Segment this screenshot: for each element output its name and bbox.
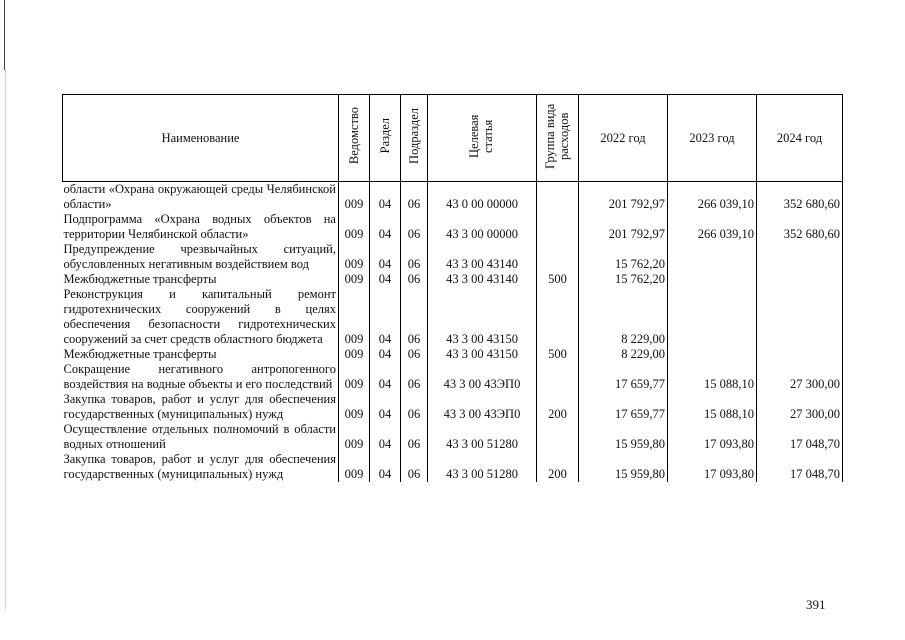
cell-group bbox=[537, 242, 579, 272]
cell-group: 500 bbox=[537, 347, 579, 362]
table-row bbox=[63, 182, 843, 213]
scan-margin-dots bbox=[5, 70, 6, 610]
cell-podrazdel: 06 bbox=[401, 452, 428, 482]
header-2023: 2023 год bbox=[668, 95, 757, 182]
row-name: Межбюджетные трансферты bbox=[63, 272, 217, 286]
cell-2023 bbox=[668, 242, 757, 272]
cell-2024 bbox=[757, 242, 843, 272]
cell-2024: 17 048,70 bbox=[757, 452, 843, 482]
cell-target: 43 3 00 43150 bbox=[428, 287, 537, 347]
cell-group bbox=[537, 422, 579, 452]
cell-razdel: 04 bbox=[370, 287, 401, 347]
cell-2024 bbox=[757, 347, 843, 362]
header-name: Наименование bbox=[63, 95, 339, 182]
cell-2024 bbox=[757, 287, 843, 347]
cell-vedomstvo: 009 bbox=[339, 182, 370, 213]
cell-target: 43 3 00 43140 bbox=[428, 272, 537, 287]
cell-2023 bbox=[668, 287, 757, 347]
row-name: Подпрограмма «Охрана водных объектов на территории Челябинской области» bbox=[63, 212, 336, 241]
table-row bbox=[63, 212, 843, 242]
cell-2022: 17 659,77 bbox=[579, 362, 668, 392]
cell-target: 43 0 00 00000 bbox=[428, 182, 537, 213]
cell-vedomstvo: 009 bbox=[339, 452, 370, 482]
cell-2023: 15 088,10 bbox=[668, 362, 757, 392]
cell-razdel: 04 bbox=[370, 362, 401, 392]
cell-2023: 266 039,10 bbox=[668, 182, 757, 213]
cell-2023: 15 088,10 bbox=[668, 392, 757, 422]
table-header-row bbox=[63, 95, 843, 182]
header-vedomstvo: Ведомство bbox=[339, 95, 370, 182]
cell-2022: 17 659,77 bbox=[579, 392, 668, 422]
cell-group bbox=[537, 362, 579, 392]
cell-group bbox=[537, 287, 579, 347]
cell-vedomstvo: 009 bbox=[339, 347, 370, 362]
cell-razdel: 04 bbox=[370, 347, 401, 362]
cell-2023 bbox=[668, 347, 757, 362]
cell-2024: 27 300,00 bbox=[757, 392, 843, 422]
table-row bbox=[63, 347, 843, 362]
cell-razdel: 04 bbox=[370, 182, 401, 213]
row-name: Закупка товаров, работ и услуг для обеспечения государственных (муниципальных) нужд bbox=[63, 452, 336, 481]
cell-razdel: 04 bbox=[370, 422, 401, 452]
header-target: Целевая статья bbox=[428, 95, 537, 182]
cell-podrazdel: 06 bbox=[401, 347, 428, 362]
cell-podrazdel: 06 bbox=[401, 422, 428, 452]
cell-2024: 352 680,60 bbox=[757, 182, 843, 213]
cell-target: 43 3 00 43ЭП0 bbox=[428, 362, 537, 392]
header-razdel: Раздел bbox=[370, 95, 401, 182]
cell-2024 bbox=[757, 272, 843, 287]
cell-vedomstvo: 009 bbox=[339, 362, 370, 392]
cell-podrazdel: 06 bbox=[401, 182, 428, 213]
cell-2022: 15 762,20 bbox=[579, 242, 668, 272]
cell-2024: 352 680,60 bbox=[757, 212, 843, 242]
cell-group bbox=[537, 212, 579, 242]
page-number: 391 bbox=[806, 597, 826, 612]
table-row bbox=[63, 287, 843, 347]
cell-2022: 8 229,00 bbox=[579, 347, 668, 362]
cell-razdel: 04 bbox=[370, 212, 401, 242]
cell-target: 43 3 00 51280 bbox=[428, 452, 537, 482]
cell-2024: 27 300,00 bbox=[757, 362, 843, 392]
budget-table bbox=[62, 94, 843, 482]
header-podrazdel: Подраздел bbox=[401, 95, 428, 182]
cell-2022: 15 959,80 bbox=[579, 422, 668, 452]
cell-2023 bbox=[668, 272, 757, 287]
cell-podrazdel: 06 bbox=[401, 362, 428, 392]
cell-2023: 266 039,10 bbox=[668, 212, 757, 242]
cell-group: 200 bbox=[537, 452, 579, 482]
cell-2023: 17 093,80 bbox=[668, 422, 757, 452]
cell-2022: 15 959,80 bbox=[579, 452, 668, 482]
table-row bbox=[63, 242, 843, 272]
cell-razdel: 04 bbox=[370, 242, 401, 272]
cell-2024: 17 048,70 bbox=[757, 422, 843, 452]
cell-vedomstvo: 009 bbox=[339, 392, 370, 422]
row-name: Сокращение негативного антропогенного воздействия на водные объекты и его последствий bbox=[63, 362, 336, 391]
cell-group bbox=[537, 182, 579, 213]
cell-vedomstvo: 009 bbox=[339, 422, 370, 452]
cell-2022: 201 792,97 bbox=[579, 182, 668, 213]
table-row bbox=[63, 272, 843, 287]
table-row bbox=[63, 452, 843, 482]
cell-vedomstvo: 009 bbox=[339, 272, 370, 287]
row-name: Предупреждение чрезвычайных ситуаций, обусловленных негативным воздействием вод bbox=[63, 242, 336, 271]
row-name: Осуществление отдельных полномочий в области водных отношений bbox=[63, 422, 336, 451]
cell-podrazdel: 06 bbox=[401, 272, 428, 287]
row-name: Межбюджетные трансферты bbox=[63, 347, 217, 361]
cell-razdel: 04 bbox=[370, 392, 401, 422]
cell-razdel: 04 bbox=[370, 452, 401, 482]
header-group: Группа вида расходов bbox=[537, 95, 579, 182]
table-row bbox=[63, 392, 843, 422]
row-name: Закупка товаров, работ и услуг для обеспечения государственных (муниципальных) нужд bbox=[63, 392, 336, 421]
header-2024: 2024 год bbox=[757, 95, 843, 182]
cell-group: 200 bbox=[537, 392, 579, 422]
row-name: области «Охрана окружающей среды Челябинской области» bbox=[63, 182, 336, 211]
cell-2022: 15 762,20 bbox=[579, 272, 668, 287]
header-2022: 2022 год bbox=[579, 95, 668, 182]
cell-vedomstvo: 009 bbox=[339, 287, 370, 347]
cell-podrazdel: 06 bbox=[401, 392, 428, 422]
cell-vedomstvo: 009 bbox=[339, 212, 370, 242]
cell-target: 43 3 00 43ЭП0 bbox=[428, 392, 537, 422]
table-row bbox=[63, 362, 843, 392]
cell-group: 500 bbox=[537, 272, 579, 287]
cell-podrazdel: 06 bbox=[401, 242, 428, 272]
cell-2022: 8 229,00 bbox=[579, 287, 668, 347]
cell-2022: 201 792,97 bbox=[579, 212, 668, 242]
table-row bbox=[63, 422, 843, 452]
scan-left-edge bbox=[4, 0, 5, 70]
cell-target: 43 3 00 43140 bbox=[428, 242, 537, 272]
cell-vedomstvo: 009 bbox=[339, 242, 370, 272]
cell-target: 43 3 00 43150 bbox=[428, 347, 537, 362]
cell-target: 43 3 00 00000 bbox=[428, 212, 537, 242]
cell-2023: 17 093,80 bbox=[668, 452, 757, 482]
cell-razdel: 04 bbox=[370, 272, 401, 287]
row-name: Реконструкция и капитальный ремонт гидротехнических сооружений в целях обеспечения безопасности гидротехнических сооружений за счет средств областного бюджета bbox=[63, 287, 336, 346]
cell-podrazdel: 06 bbox=[401, 287, 428, 347]
cell-target: 43 3 00 51280 bbox=[428, 422, 537, 452]
cell-podrazdel: 06 bbox=[401, 212, 428, 242]
